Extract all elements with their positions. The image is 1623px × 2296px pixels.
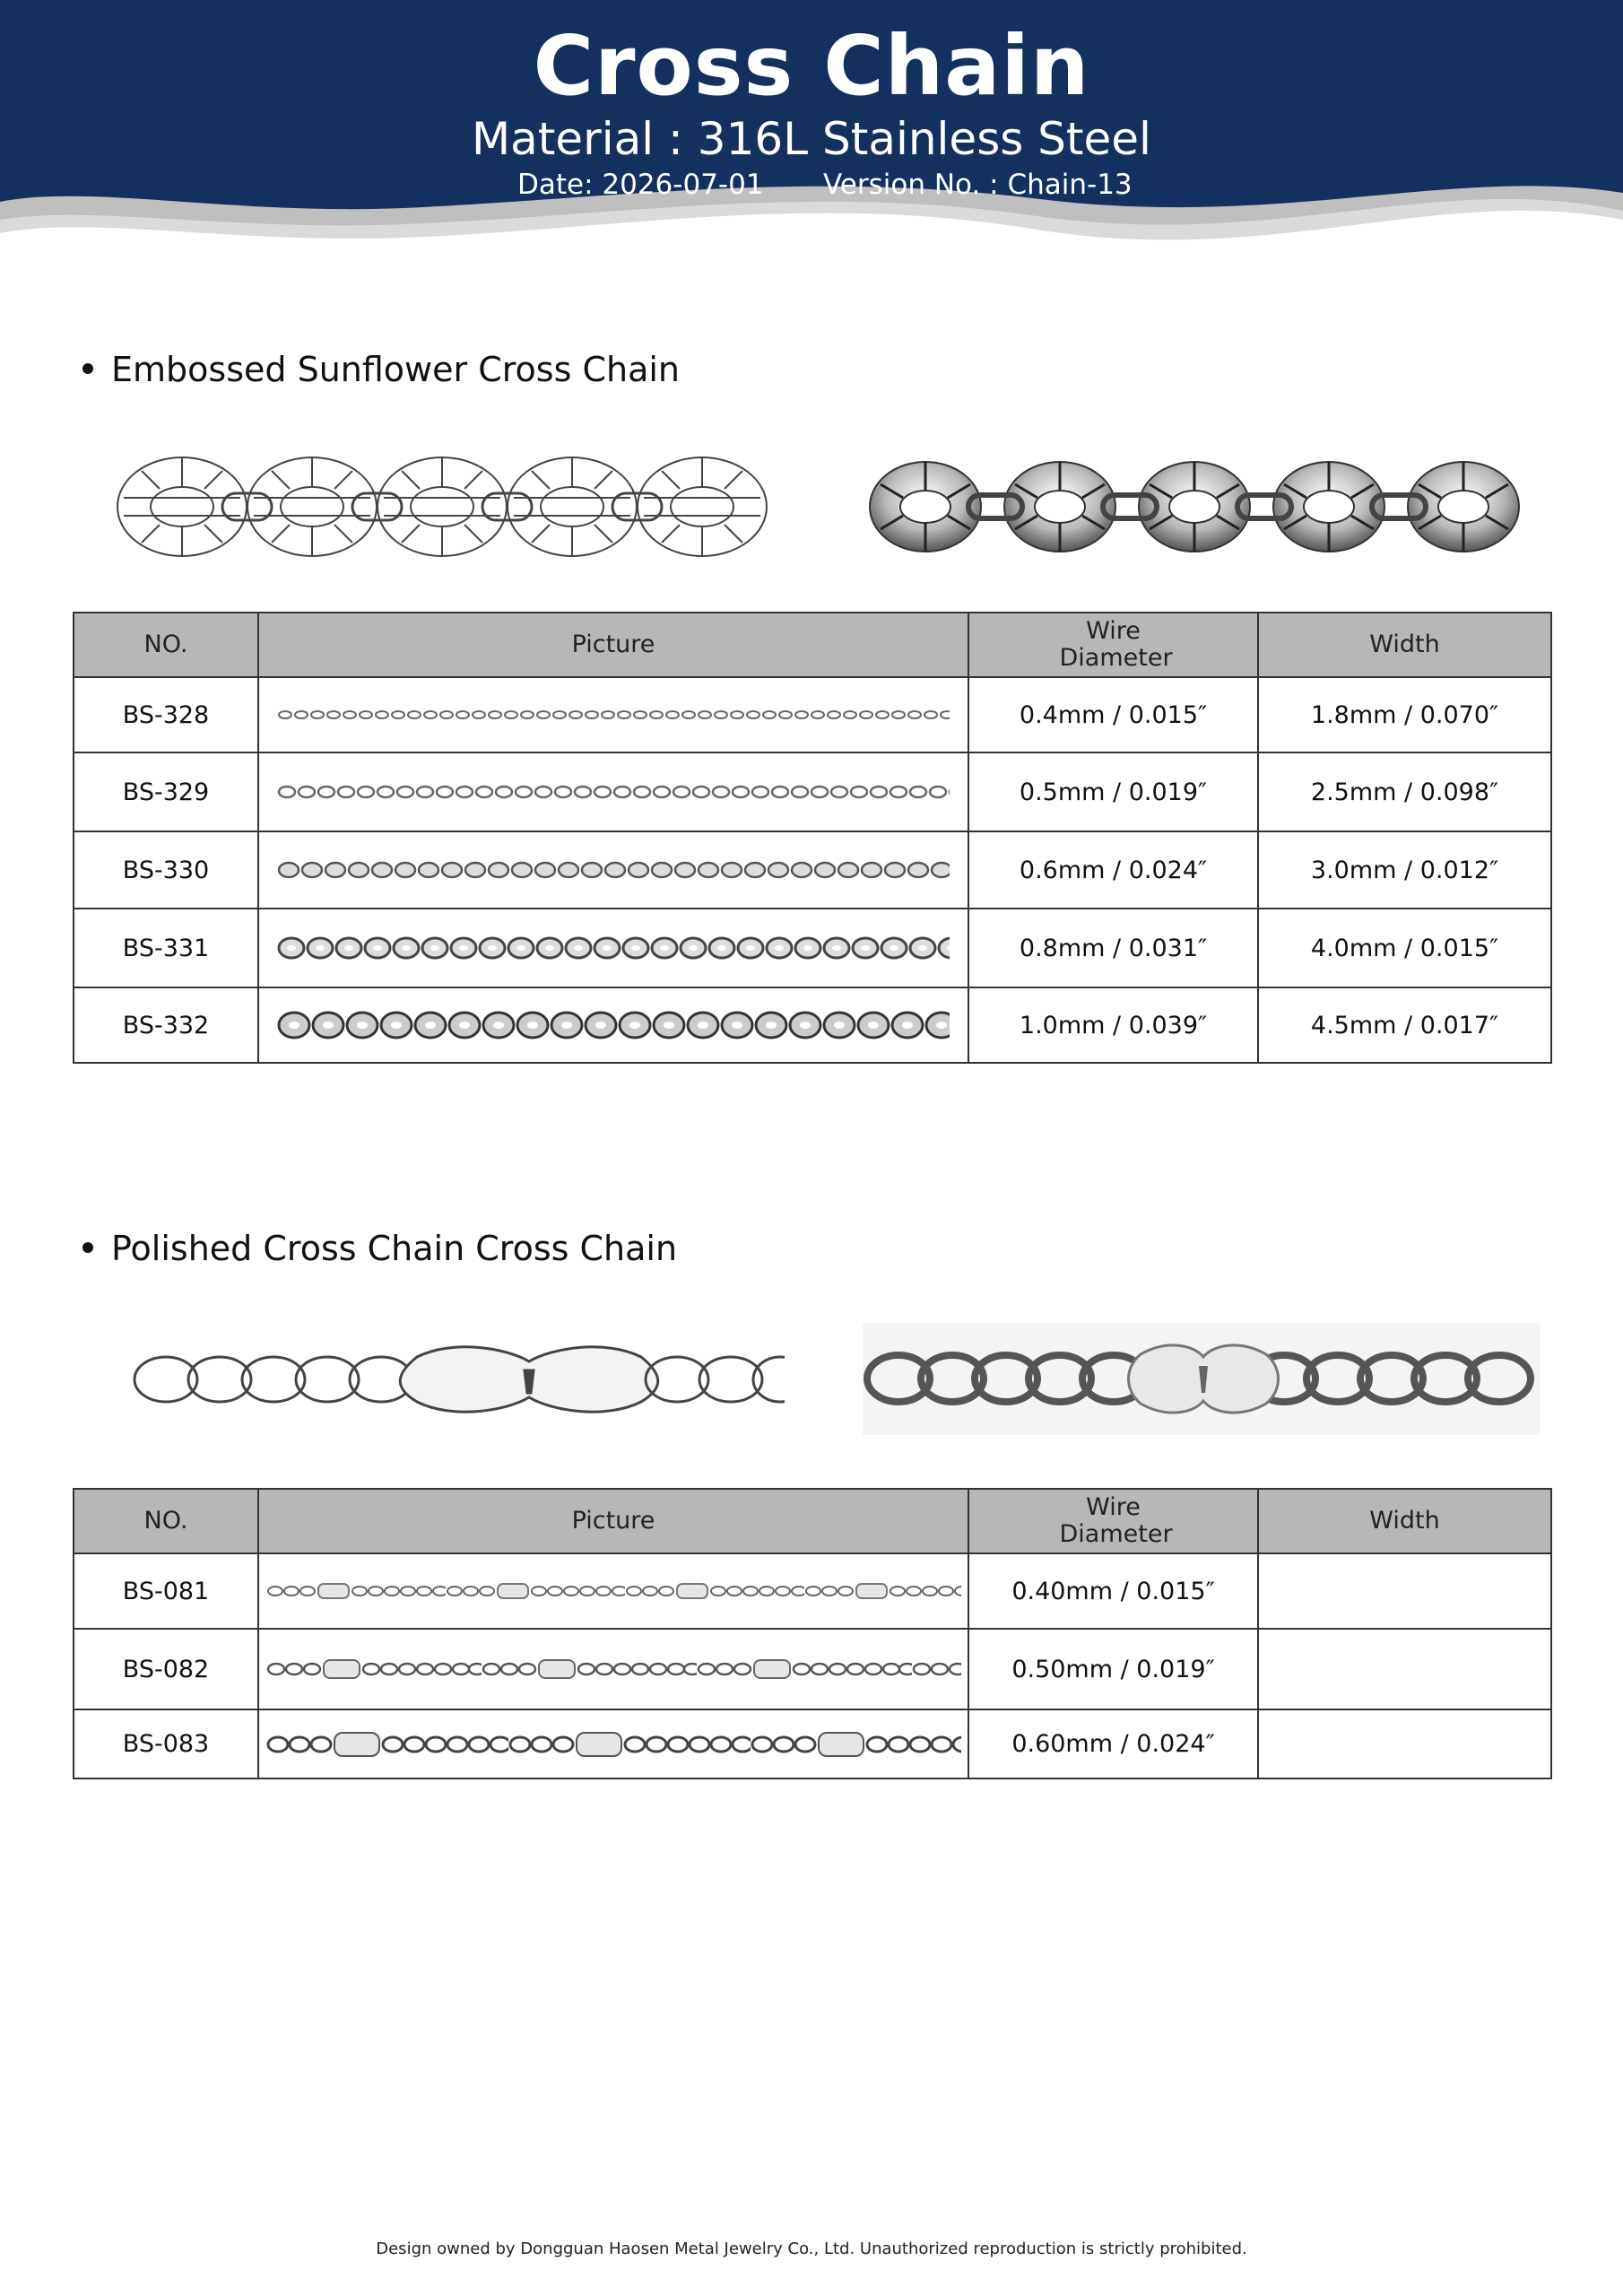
width-value [1258,1709,1551,1779]
chain-picture [258,909,968,987]
chain-thumbnail-icon [266,1581,961,1601]
chain-picture [258,752,968,831]
section-heading-polished [82,1229,677,1268]
photo-chain-illustration [863,448,1535,565]
table-row [74,909,1551,987]
wire-diameter: 0.8mm / 0.031″ [968,909,1258,987]
width-value: 1.8mm / 0.070″ [1258,677,1551,752]
sketch-chain-icon [115,448,787,565]
chain-thumbnail-icon [266,1657,961,1681]
chain-thumbnail-icon [277,933,950,963]
wire-diameter: 0.40mm / 0.015″ [968,1553,1258,1629]
material-subtitle: Material : 316L Stainless Steel [472,113,1151,165]
width-value: 3.0mm / 0.012″ [1258,831,1551,909]
width-value: 2.5mm / 0.098″ [1258,752,1551,831]
table-row [74,677,1551,752]
item-number: BS-332 [74,987,258,1063]
sketch-chain-illustration [115,448,787,565]
sketch-chain-icon [130,1335,785,1424]
chain-thumbnail-icon [277,781,950,803]
wire-diameter: 0.5mm / 0.019″ [968,752,1258,831]
chain-picture [258,1709,968,1779]
column-header-no: NO. [74,1489,258,1553]
chain-thumbnail-icon [277,857,950,883]
copyright-footer: Design owned by Dongguan Haosen Metal Jewelry Co., Ltd. Unauthorized reproduction is strictly prohibited. [376,2239,1247,2258]
item-number: BS-081 [74,1553,258,1629]
width-value: 4.5mm / 0.017″ [1258,987,1551,1063]
header-banner [0,0,1623,296]
table-row [74,987,1551,1063]
column-header-wire: Wire Diameter [968,1489,1258,1553]
item-number: BS-083 [74,1709,258,1779]
date-label: Date: 2026-07-01 [517,169,764,201]
wire-diameter: 0.4mm / 0.015″ [968,677,1258,752]
wire-diameter: 0.50mm / 0.019″ [968,1629,1258,1709]
chain-thumbnail-icon [277,706,950,724]
bullet-icon [82,1242,93,1253]
item-number: BS-082 [74,1629,258,1709]
photo-chain-icon [863,448,1535,565]
item-number: BS-331 [74,909,258,987]
column-header-picture: Picture [258,1489,968,1553]
width-value [1258,1553,1551,1629]
spec-table-polished [73,1488,1552,1779]
section-heading-embossed [82,350,680,389]
bullet-icon [82,363,93,374]
width-value [1258,1629,1551,1709]
chain-picture [258,831,968,909]
spec-table-embossed [73,612,1552,1064]
sketch-chain-illustration [130,1335,785,1424]
item-number: BS-330 [74,831,258,909]
column-header-picture: Picture [258,613,968,677]
section-heading-text: Embossed Sunflower Cross Chain [111,350,680,389]
table-row [74,831,1551,909]
chain-picture [258,987,968,1063]
wire-diameter: 0.60mm / 0.024″ [968,1709,1258,1779]
item-number: BS-329 [74,752,258,831]
column-header-wire: Wire Diameter [968,613,1258,677]
photo-chain-illustration [863,1323,1540,1435]
table-header-row [74,1489,1551,1553]
section-heading-text: Polished Cross Chain Cross Chain [111,1229,678,1268]
chain-thumbnail-icon [266,1730,961,1759]
column-header-width: Width [1258,1489,1551,1553]
column-header-width: Width [1258,613,1551,677]
table-row [74,1553,1551,1629]
wire-diameter: 1.0mm / 0.039″ [968,987,1258,1063]
photo-chain-icon [863,1323,1540,1435]
table-row [74,752,1551,831]
chain-picture [258,1553,968,1629]
item-number: BS-328 [74,677,258,752]
table-row [74,1629,1551,1709]
table-header-row [74,613,1551,677]
version-label: Version No. : Chain-13 [823,169,1133,201]
chain-thumbnail-icon [277,1007,950,1043]
column-header-no: NO. [74,613,258,677]
chain-picture [258,1629,968,1709]
chain-picture [258,677,968,752]
wire-diameter: 0.6mm / 0.024″ [968,831,1258,909]
table-row [74,1709,1551,1779]
page-title: Cross Chain [533,18,1090,114]
width-value: 4.0mm / 0.015″ [1258,909,1551,987]
